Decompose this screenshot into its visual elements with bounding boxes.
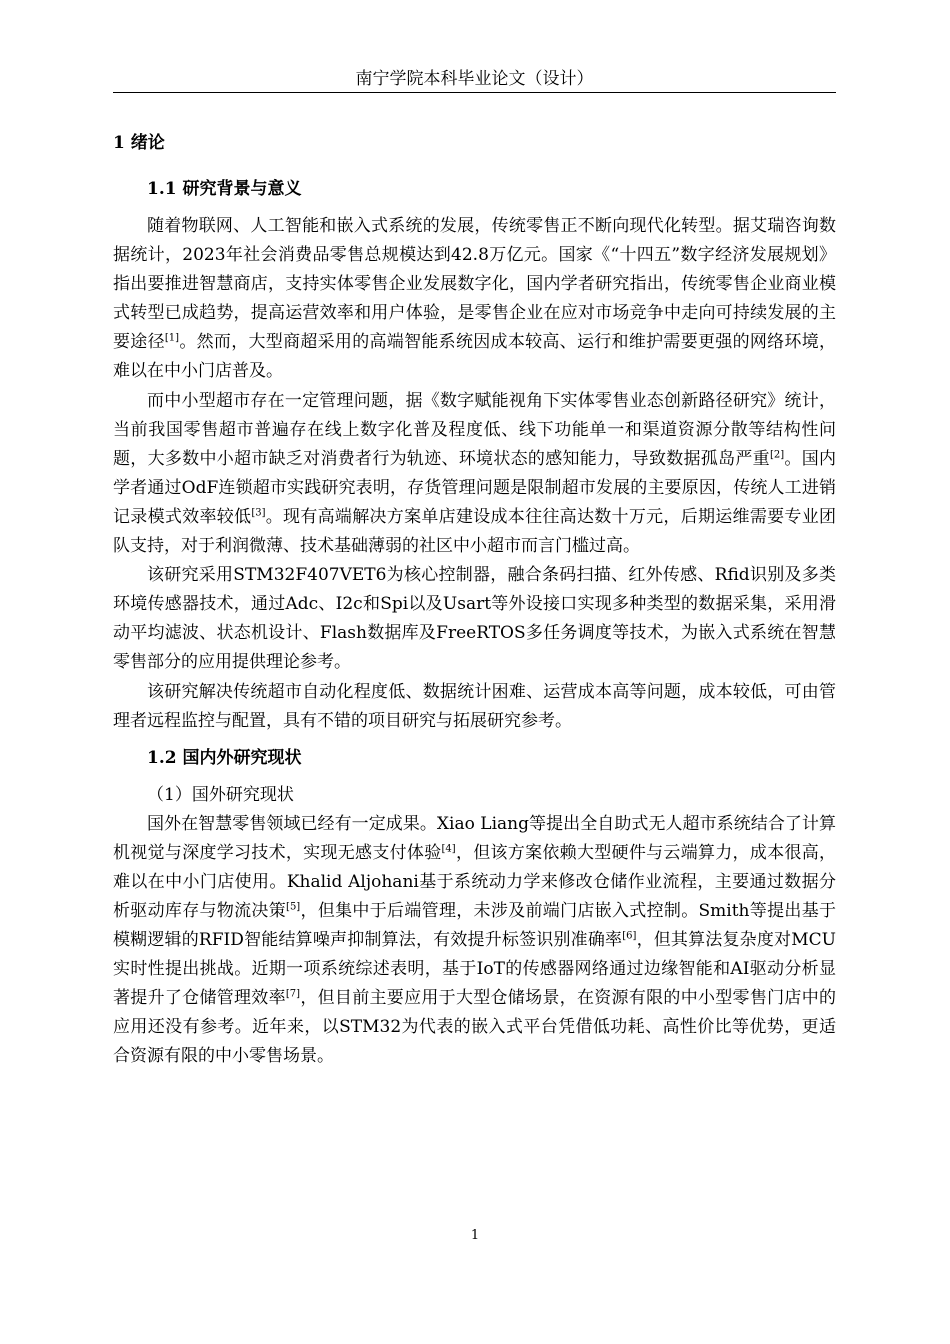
running-header: 南宁学院本科毕业论文（设计） [355,69,594,89]
citation-ref: [3] [251,507,266,519]
paragraph-text: ，但集中于后端管理，未涉及前端门店嵌入式控制。Smith等提出基于模糊逻辑的RFID智能结算噪声抑制算法，有效提升标签识别准确率 [113,900,837,951]
citation-ref: [4] [441,843,456,855]
citation-ref: [6] [622,930,637,942]
paragraph-background-3: 该研究采用STM32F407VET6为核心控制器，融合条码扫描、红外传感、Rfid识别及多类环境传感器技术，通过Adc、I2c和Spi以及Usart等外设接口实现多种类型的数据采集，采用滑动平均滤波、状态机设计、Flash数据库及FreeRTOS多任务调度等技术，为嵌入式系统在智慧零售部分的应用提供理论参考。 [113,565,836,673]
paragraph-text: 。国内学者通过OdF连锁超市实践研究表明，存货管理问题是限制超市发展的主要原因，传统人工进销记录模式效率较低 [113,448,837,527]
paragraph-background-2 [113,387,836,562]
paragraph-background-1 [113,212,836,387]
paragraph-text: 。然而，大型商超采用的高端智能系统因成本较高、运行和维护需要更强的网络环境，难以在中小门店普及。 [113,332,837,382]
paragraph-text: 而中小型超市存在一定管理问题，据《数字赋能视角下实体零售业态创新路径研究》统计，当前我国零售超市普遍存在线上数字化普及程度低、线下功能单一和渠道资源分散等结构性问题，大多数中小超市缺乏对消费者行为轨迹、环境状态的感知能力，导致数据孤岛严重 [113,390,836,469]
citation-ref: [7] [285,988,301,1000]
section-1-heading: 1 绪论 [113,133,165,153]
paragraph-text: 随着物联网、人工智能和嵌入式系统的发展，传统零售正不断向现代化转型。据艾瑞咨询数据统计，2023年社会消费品零售总规模达到42.8万亿元。国家《“十四五”数字经济发展规划》指出要推进智慧商店，支持实体零售企业发展数字化，国内学者研究指出，传统零售企业商业模式转型已成趋势，提高运营效率和用户体验，是零售企业在应对市场竞争中走向可持续发展的主要途径 [113,216,836,353]
paragraph-foreign-research [113,810,836,1072]
paragraph-text: 国外在智慧零售领域已经有一定成果。Xiao Liang等提出全自助式无人超市系统结合了计算机视觉与深度学习技术，实现无感支付体验 [113,813,836,863]
subsection-foreign-research: （1）国外研究现状 [147,784,294,805]
paragraph-text: ，但其算法复杂度对MCU实时性提出挑战。近期一项系统综述表明，基于IoT的传感器网络通过边缘智能和AI驱动分析显著提升了仓储管理效率 [113,930,836,1009]
citation-ref: [2] [769,449,785,461]
citation-ref: [5] [286,901,301,913]
paragraph-text: ，但目前主要应用于大型仓储场景，在资源有限的中小型零售门店中的应用还没有参考。近年来，以STM32为代表的嵌入式平台凭借低功耗、高性价比等优势，更适合资源有限的中小零售场景。 [113,988,837,1067]
section-1-1-heading: 1.1 研究背景与意义 [147,179,302,199]
header-rule [113,92,836,93]
paragraph-text: ，但该方案依赖大型硬件与云端算力，成本很高，难以在中小门店使用。Khalid Aljohani基于系统动力学来修改仓储作业流程，主要通过数据分析驱动库存与物流决策 [113,842,837,921]
paragraph-text: 。现有高端解决方案单店建设成本往往高达数十万元，后期运维需要专业团队支持，对于利润微薄、技术基础薄弱的社区中小超市而言门槛过高。 [113,506,837,557]
section-1-2-heading: 1.2 国内外研究现状 [147,747,302,768]
page-number: 1 [470,1228,480,1243]
page-content [113,128,836,1072]
citation-ref: [1] [164,332,180,344]
paragraph-background-4: 该研究解决传统超市自动化程度低、数据统计困难、运营成本高等问题，成本较低，可由管理者远程监控与配置，具有不错的项目研究与拓展研究参考。 [113,681,836,731]
